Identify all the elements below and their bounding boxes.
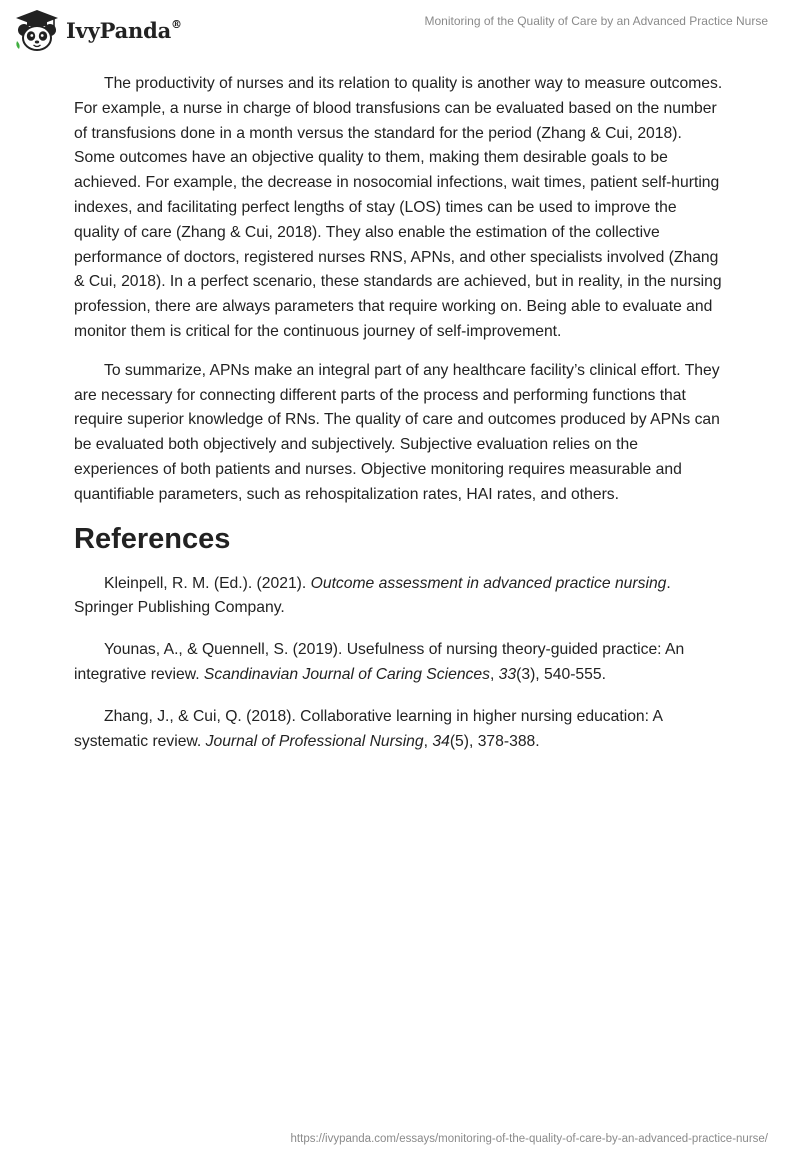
page-header xyxy=(0,0,800,60)
ivypanda-logo[interactable] xyxy=(14,8,182,52)
reference-item: Kleinpell, R. M. (Ed.). (2021). Outcome assessment in advanced practice nursing. Springer Publishing Company. xyxy=(74,574,671,617)
reference-item: Younas, A., & Quennell, S. (2019). Usefulness of nursing theory-guided practice: An integrative review. Scandinavian Journal of Caring Sciences, 33(3), 540-555. xyxy=(74,641,685,683)
body-paragraph: The productivity of nurses and its relation to quality is another way to measure outcomes. For example, a nurse in charge of blood transfusions can be evaluated based on the number of transfusions done in a month versus the standard for the period (Zhang & Cui, 2018). Some outcomes have an objective quality to them, making them desirable goals to be achieved. For example, the decrease in nosocomial infections, wait times, patient self-hurting indexes, and facilitating perfect lengths of stay (LOS) times can be used to improve the quality of care (Zhang & Cui, 2018). They also enable the estimation of the collective performance of doctors, registered nurses RNS, APNs, and other specialists involved (Zhang & Cui, 2018). In a perfect scenario, these standards are achieved, but in reality, in the nursing profession, there are always parameters that require working on. Being able to evaluate and monitor them is critical for the continuous journey of self-improvement. xyxy=(74,75,723,340)
document-title: Monitoring of the Quality of Care by an Advanced Practice Nurse xyxy=(424,14,768,28)
references-heading: References xyxy=(74,522,231,555)
logo-wordmark: IvyPanda® xyxy=(66,17,182,43)
reference-item: Zhang, J., & Cui, Q. (2018). Collaborative learning in higher nursing education: A systematic review. Journal of Professional Nursing, 34(5), 378-388. xyxy=(74,707,663,750)
source-url-link[interactable]: https://ivypanda.com/essays/monitoring-of-the-quality-of-care-by-an-advanced-practice-nurse/ xyxy=(290,1133,768,1145)
panda-graduate-icon xyxy=(14,8,60,52)
essay-content xyxy=(74,72,726,771)
body-paragraph: To summarize, APNs make an integral part of any healthcare facility’s clinical effort. They are necessary for connecting different parts of the process and performing functions that require superior knowledge of RNs. The quality of care and outcomes produced by APNs can be evaluated both objectively and subjectively. Subjective evaluation relies on the experiences of both patients and nurses. Objective monitoring requires measurable and quantifiable parameters, such as rehospitalization rates, HAI rates, and others. xyxy=(74,361,720,503)
